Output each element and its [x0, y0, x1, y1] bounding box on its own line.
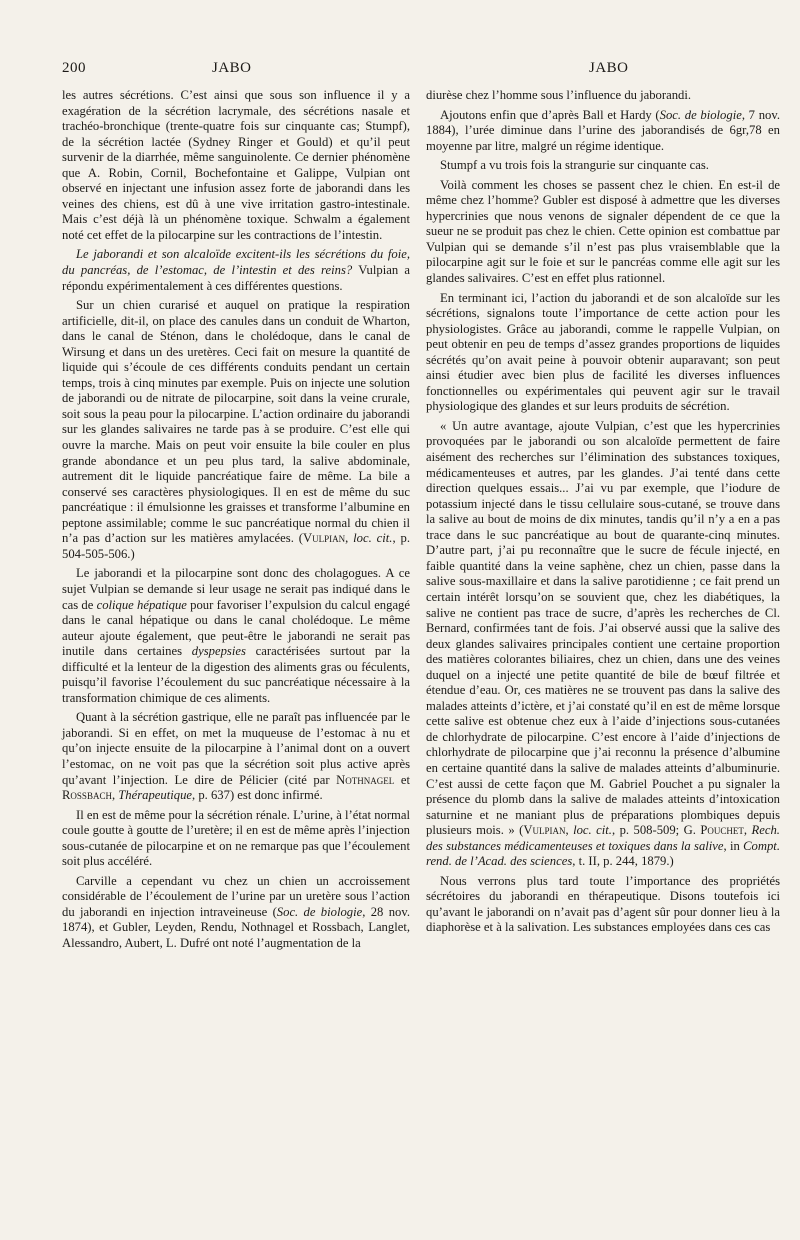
text-run: Soc. de biologie	[659, 107, 742, 122]
paragraph	[426, 178, 780, 287]
text-run: Rech. des substances médicamenteuses et toxiques dans la salive	[426, 823, 780, 853]
text-run: Pouchet	[700, 823, 744, 838]
text-run: , 7 nov. 1884), l’urée diminue dans l’urine des jaborandisés de 6gr,78 en moyenne par litre, malgré un régime identique.	[426, 107, 781, 153]
paragraph	[426, 108, 780, 155]
text-run: caractérisées surtout par la difficulté et la lenteur de la digestion des aliments gras ou féculents, puisqu’il favorise l’écoulement du suc pancréatique nécessaire à la transformation chimique de ces aliments.	[62, 644, 410, 705]
paragraph	[62, 710, 410, 803]
text-run: , in	[723, 838, 744, 853]
text-run: Nothnagel	[336, 772, 395, 787]
paragraph	[62, 298, 410, 562]
text-run: Le jaborandi et la pilocarpine sont donc des cholagogues. A ce sujet Vulpian se demande si leur usage ne serait pas indiqué dans le cas de	[62, 566, 410, 612]
text-run: Vulpian	[302, 531, 346, 546]
text-run: ,	[565, 823, 574, 838]
page-number: 200	[62, 60, 86, 76]
text-run: les autres sécrétions. C’est ainsi que sous son influence il y a exagération de la sécrétion lacrymale, des sécrétions nasale et trachéo-bronchique (trente-quatre fois sur cinquante cas; Stumpf), de la sécrétion lactée (Sydney Ringer et Gould) et qu’il peut survenir de la diarrhée, même sanguinolente. Ce dernier phénomène que A. Robin, Cornil, Bochefontaine et Galippe, Vulpian ont observé en injectant une infusion assez forte de jaborandi dans les veines des chiens, est dû à une vive irritation gastro-intestinale. Mais c’est déjà là un phénomène toxique. Schwalm a également noté cet effet de la pilocarpine sur les contractions de l’intestin.	[62, 88, 410, 242]
text-run: Rossbach	[62, 788, 112, 803]
left-text-column	[62, 88, 410, 952]
text-run: diurèse chez l’homme sous l’influence du jaborandi.	[426, 88, 692, 102]
paragraph	[62, 247, 410, 294]
text-run: Voilà comment les choses se passent chez le chien. En est-il de même chez l’homme? Gubler est disposé à admettre que les diverses hypercrinies que nous venons de signaler dépendent de ce que la sueur ne se produit pas chez le chien. Cette opinion est combattue par Vulpian qui se demande s’il n’est pas plus vraisemblable que la pilocarpine agit sur le foie et sur le pancréas comme elle agit sur les glandes salivaires. C’est en effet plus rationnel.	[426, 177, 780, 286]
text-run: , t. II, p. 244, 1879.)	[572, 854, 674, 869]
left-running-head: JABO	[212, 60, 252, 76]
text-run: , p. 637) est donc infirmé.	[192, 788, 323, 803]
text-run: En terminant ici, l’action du jaborandi et de son alcaloïde sur les sécrétions, signalons toute l’importance de cette action pour les physiologistes. Grâce au jaborandi, comme le rappelle Vulpian, on peut obtenir en peu de temps d’assez grandes proportions de liquides sécrétés qu’on avait peine à pouvoir obtenir auparavant; son peut ainsi étudier avec bien plus de facilité les diverses influences fonctionnelles ou expérimentales qui peuvent agir sur le travail physiologique des glandes et sur leurs produits de sécrétion.	[426, 290, 780, 414]
paragraph	[426, 419, 780, 870]
text-run: , p. 508-509; G.	[611, 823, 701, 838]
text-run: Compt. rend. de l’Acad. des sciences	[426, 838, 780, 869]
text-run: Vulpian	[523, 823, 566, 838]
text-run: Vulpian a répondu expérimentalement à ces différentes questions.	[62, 263, 410, 293]
text-run: Le jaborandi et son alcaloïde excitent-ils les sécrétions du foie, du pancréas, de l’estomac, de l’intestin et des reins?	[62, 247, 410, 278]
text-run: loc. cit.	[573, 823, 612, 838]
paragraph	[62, 808, 410, 870]
text-run: Soc. de biologie	[276, 904, 363, 919]
text-run: Thérapeutique	[118, 788, 193, 803]
paragraph	[426, 874, 780, 936]
right-running-head: JABO	[589, 60, 629, 76]
text-run: pour favoriser l’expulsion du calcul engagé dans le canal hépatique ou dans le canal cholédoque. Le même auteur ajoute également, que peut-être le jaborandi ne serait pas inutile dans certaines	[62, 597, 410, 659]
text-run: , 28 nov. 1874), et Gubler, Leyden, Rendu, Nothnagel et Rossbach, Langlet, Alessandro, Aubert, L. Dufré ont noté l’augmentation de la	[62, 904, 410, 950]
text-run: Quant à la sécrétion gastrique, elle ne paraît pas influencée par le jaborandi. Si en effet, on met la muqueuse de l’estomac à nu et qu’on injecte ensuite de la pilocarpine à l’animal dont on a ouvert l’estomac, on ne voit pas que la sécrétion soit plus active après qu’avant l’injection. Le dire de Pélicier (cité par	[62, 710, 410, 787]
right-text-column	[426, 88, 780, 936]
text-run: ,	[743, 823, 752, 838]
text-run: Il en est de même pour la sécrétion rénale. L’urine, à l’état normal coule goutte à goutte de l’uretère; il en est de même après l’injection sous-cutanée de pilocarpine et on ne remarque pas que l’écoulement soit plus accéléré.	[62, 807, 410, 869]
text-run: colique hépatique	[96, 597, 187, 612]
text-run: Ajoutons enfin que d’après Ball et Hardy (	[440, 107, 660, 122]
text-run: ,	[111, 788, 119, 803]
text-run: Carville a cependant vu chez un chien un accroissement considérable de l’écoulement de l’urine par un uretère sous l’action du jaborandi en injection intraveineuse (	[62, 873, 410, 919]
text-run: et	[394, 772, 410, 787]
text-run: ,	[345, 531, 354, 546]
paragraph	[426, 158, 780, 174]
text-run: dyspepsies	[191, 644, 246, 659]
text-run: « Un autre avantage, ajoute Vulpian, c’est que les hypercrinies provoquées par le jaborandi ou son alcaloïde permettent de faire aisément des recherches sur l’élimination des substances toxiques, médicamenteuses et autres, par les glandes. J’ai tenté dans cette direction quelques essais... J’ai vu par exemple, que l’iodure de potassium injecté dans le tissu cellulaire sous-cutané, se trouve dans la salive au bout de moins de dix minutes, tandis qu’il n’y a en a pas trace dans le suc pancréatique au bout de quarante-cinq minutes. D’autre part, j’ai pu reconnaître que le sucre de fécule injecté, en faible quantité dans la veine saphène, chez un chien, passe dans la salive sous-maxillaire et dans la salive parotidienne ; ce fait prend un certain intérêt lorsqu’on se souvient que, chez les diabétiques, la salive ne contient pas trace de sucre, d’après les recherches de Cl. Bernard, confirmées tant de fois. J’ai observé aussi que la salive des deux glandes salivaires principales contient une certaine proportion des matières colorantes biliaires, chez un chien, dans une des veines duquel on a injecté une petite quantité de bile de bœuf filtrée et étendue d’eau. Or, ces matières ne se trouvent pas dans la salive des malades atteints d’ictère, et j’ai constaté qu’il en est de même lorsque cette salive est obtenue chez eux à l’aide d’injections sous-cutanées de chlorhydrate de pilocarpine. C’est encore à l’aide d’injections de chlorhydrate de pilocarpine que j’ai reconnu la présence d’albumine en certaine quantité dans la salive de malades atteints d’albuminurie. C’est aussi de cette façon que M. Gabriel Pouchet a pu signaler la présence du plomb dans la salive de malades atteints d’intoxication saturnine et ne maniant plus de préparations plombiques depuis plusieurs mois. » (	[426, 418, 780, 838]
text-run: Stumpf a vu trois fois la strangurie sur cinquante cas.	[440, 158, 709, 173]
paragraph	[426, 88, 780, 104]
paragraph	[62, 874, 410, 952]
paragraph	[426, 291, 780, 415]
paragraph	[62, 88, 410, 243]
text-run: Nous verrons plus tard toute l’importance des propriétés sécrétoires du jaborandi en thérapeutique. Disons toutefois ici qu’avant le jaborandi on n’avait pas d’agent sûr pour donner lieu à la diaphorèse et à la salivation. Les substances employées dans ces cas	[426, 873, 780, 935]
text-run: , p. 504-505-506.)	[62, 531, 411, 561]
page-header	[62, 60, 760, 84]
text-run: loc. cit.	[353, 531, 393, 546]
paragraph	[62, 566, 410, 706]
text-run: Sur un chien curarisé et auquel on pratique la respiration artificielle, dit-il, on place des canules dans un conduit de Wharton, dans le canal de Sténon, dans le cholédoque, dans le canal de Wirsung et dans un des uretères. Ceci fait on mesure la quantité de liquide qui s’écoule de ces différents conduits pendant un certain temps, trois à cinq minutes par exemple. Puis on injecte une solution de jaborandi ou de nitrate de pilocarpine, soit dans la veine crurale, soit sous la peau pour la pilocarpine. L’action ordinaire du jaborandi sur les glandes salivaires ne tarde pas à se produire. C’est elle qui ouvre la marche. Mais on peut voir ensuite la bile couler en plus grande abondance et un peu plus tard, la salive abdominale, autrement dit le liquide pancréatique faire de même. La bile a conservé ses caractères physiologiques. Il en est de même du suc pancréatique : il émulsionne les graisses et transforme l’albumine en peptone assimilable; comme le suc pancréatique normal du chien il n’a pas d’action sur les matières amylacées. (	[62, 298, 410, 546]
